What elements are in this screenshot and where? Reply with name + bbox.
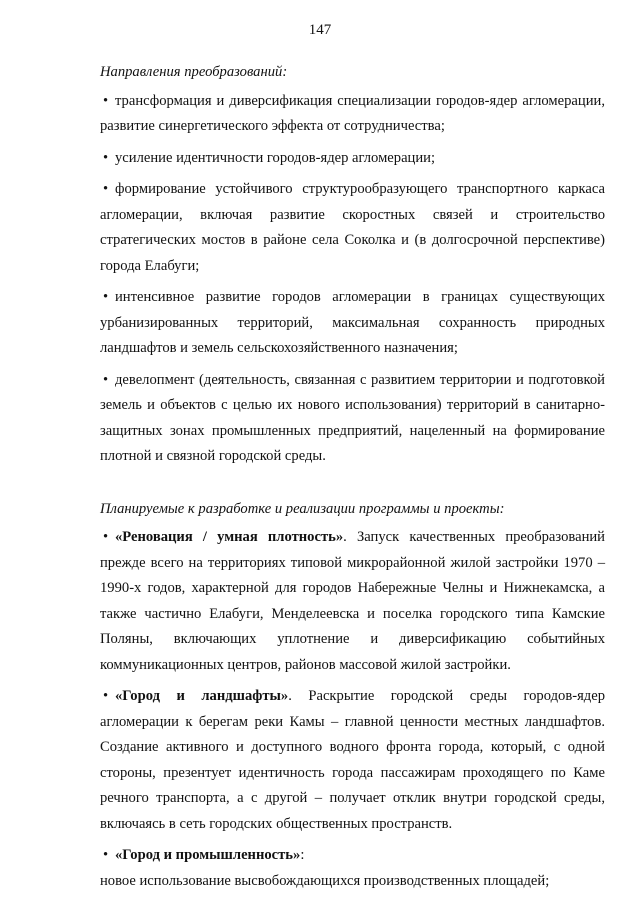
list-item — [100, 146, 605, 172]
trailing-line: новое использование высвобождающихся производственных площадей; — [100, 872, 550, 889]
list-item-text: формирование устойчивого структурообразующего транспортного каркаса агломерации, включая развитие скоростных связей и строительство стратегических мостов в районе села Соколка и (в долгосрочной перспективе) города Елабуги; — [100, 181, 605, 274]
bullet-icon: • — [103, 289, 109, 305]
list-item-text: усиление идентичности городов-ядер агломерации; — [115, 149, 436, 166]
section-heading-programs — [100, 497, 605, 523]
bullet-icon: • — [103, 181, 109, 197]
list-item — [100, 285, 605, 362]
project-description: : — [300, 847, 305, 863]
project-title: «Реновация / умная плотность» — [115, 529, 344, 545]
project-title: «Город и промышленность» — [115, 847, 301, 863]
bullet-icon: • — [103, 688, 109, 704]
project-description: . Раскрытие городской среды городов-ядер агломерации к берегам реки Камы – главной ценности местных ландшафтов. Создание активного и доступного водного фронта города, который, с одной стороны, презентует идентичность города пассажирам проходящего по Каме речного транспорта, а с другой – получает отклик внутри городской среды, включаясь в сеть городских общественных пространств. — [100, 688, 605, 832]
project-item — [100, 525, 605, 678]
bullet-icon: • — [103, 847, 109, 863]
list-item — [100, 368, 605, 470]
list-item-text: трансформация и диверсификация специализации городов-ядер агломерации, развитие синергетического эффекта от сотрудничества; — [100, 92, 605, 134]
list-item-text: интенсивное развитие городов агломерации в границах существующих урбанизированных территорий, максимальная сохранность природных ландшафтов и земель сельскохозяйственного назначения; — [100, 289, 605, 356]
project-title: «Город и ландшафты» — [115, 688, 289, 704]
bullet-icon: • — [103, 149, 109, 166]
section-heading-directions — [100, 60, 605, 86]
project-item — [100, 843, 605, 869]
page-content — [100, 60, 605, 894]
bullet-icon: • — [103, 92, 109, 109]
section-heading-text: Планируемые к разработке и реализации программы и проекты — [100, 500, 500, 517]
project-description: . Запуск качественных преобразований прежде всего на территориях типовой микрорайонной жилой застройки 1970 – 1990-х годов, характерной для городов Набережные Челны и Нижнекамска, а также частично Елабуги, Менделеевска и поселка городского типа Камские Поляны, включающих уплотнение и диверсификацию событийных коммуникационных центров, районов массовой жилой застройки. — [100, 529, 605, 673]
section-heading-text: Направления преобразований — [100, 64, 283, 80]
project-item — [100, 684, 605, 837]
page-number: 147 — [308, 22, 332, 38]
section-heading-colon: : — [499, 500, 505, 517]
bullet-icon: • — [103, 529, 109, 545]
bullet-icon: • — [103, 371, 109, 388]
section-heading-colon: : — [282, 64, 288, 80]
list-item — [100, 177, 605, 279]
list-item-text: девелопмент (деятельность, связанная с развитием территории и подготовкой земель и объектов с целью их нового использования) территорий в санитарно-защитных зонах промышленных предприятий, нацеленный на формирование плотной и связной городской среды. — [100, 371, 605, 464]
list-item — [100, 89, 605, 140]
